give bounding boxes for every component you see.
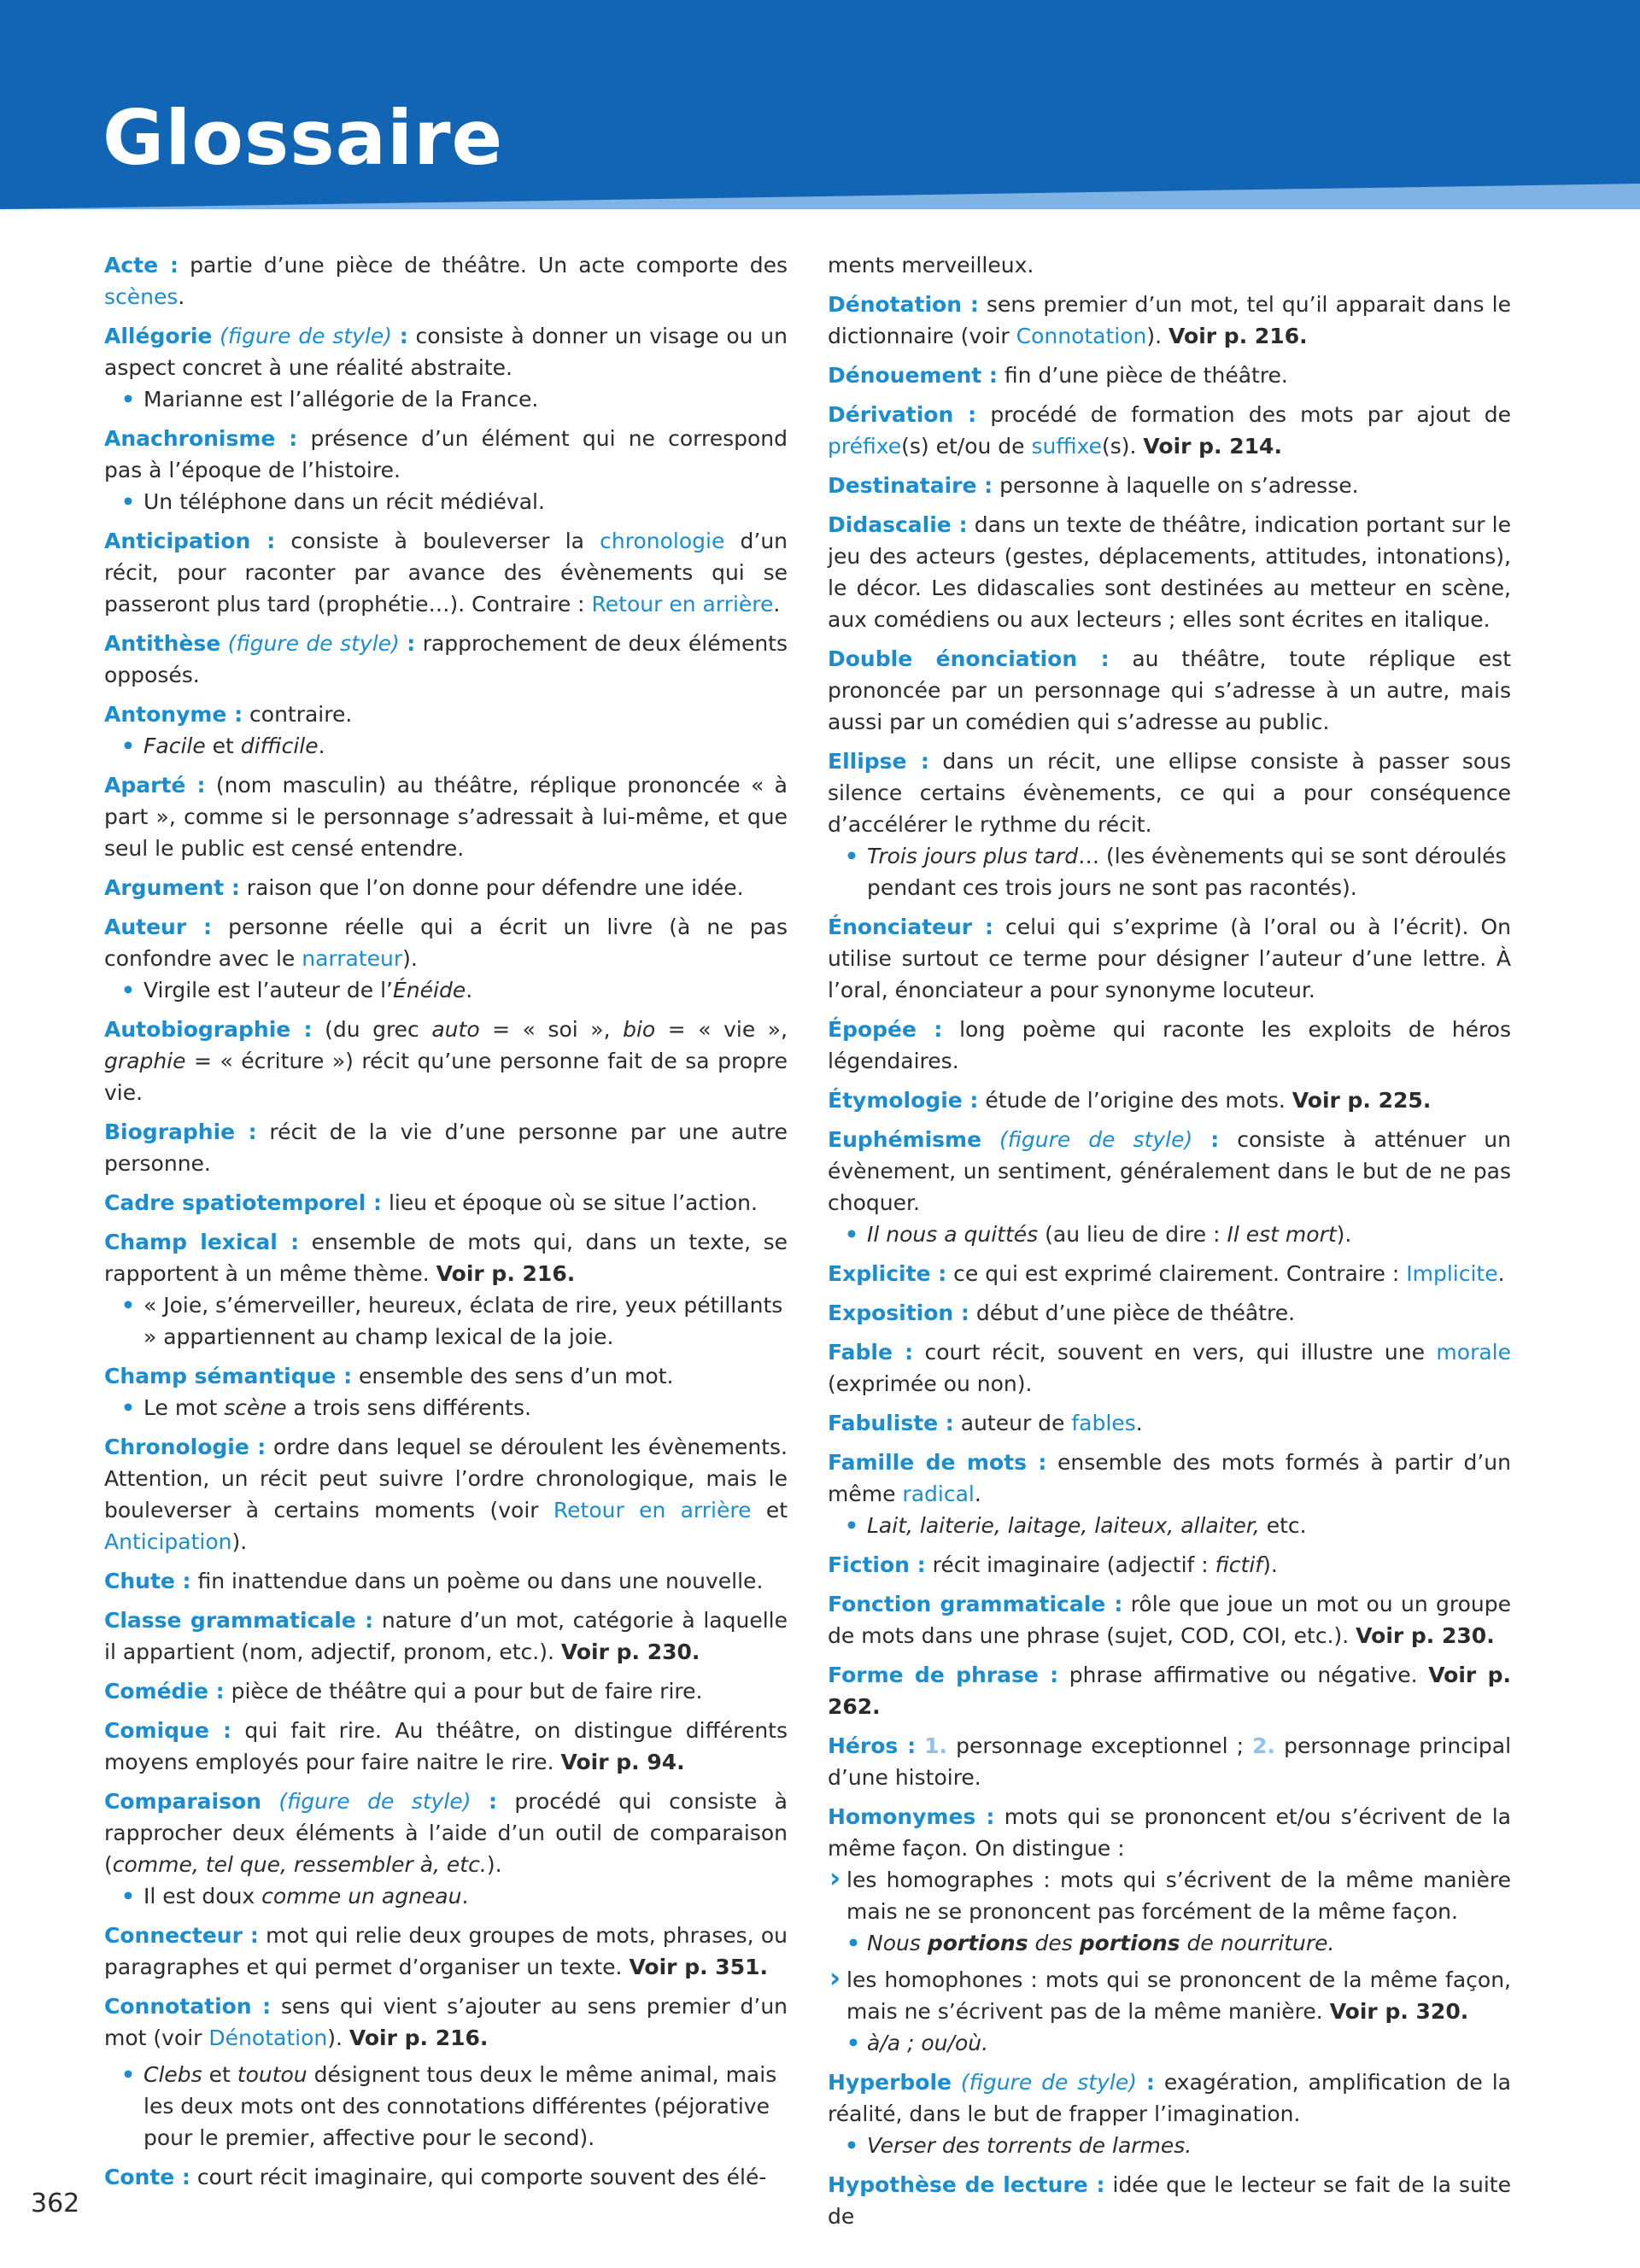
cross-reference-link[interactable]: préfixe — [828, 434, 902, 459]
term-note: (figure de style) — [227, 631, 400, 656]
entry-heros: Héros : 1. personnage exceptionnel ; 2. personnage principal d’une histoire. — [828, 1733, 1512, 1790]
term: Héros : — [828, 1733, 917, 1758]
entry-homonymes: Homonymes : mots qui se prononcent et/ou s’écrivent de la même façon. On distingue : › les homographes : mots qui s’écrivent de la même manière mais ne se prononcent pas forcément de la même façon. • Nous portions des portions de nourriture. › les homophones : mots qui se prononcent de la même façon, mais ne s’écrivent pas de la même manière. Voir p. 320. • à/a ; ou/où. — [828, 1801, 1511, 2059]
glossary-column-right — [828, 249, 1511, 2240]
term: Conte : — [104, 2165, 190, 2189]
page-reference: Voir p. 216. — [348, 2025, 489, 2050]
term: Didascalie : — [828, 512, 968, 537]
example: • Un téléphone dans un récit médiéval. — [104, 486, 788, 517]
entry-famille-de-mots: Famille de mots : ensemble des mots formés à partir d’un même radical. • Lait, laiterie, laitage, laiteux, allaiter, etc. — [828, 1447, 1511, 1541]
term: Dénouement : — [828, 363, 998, 388]
entry-anticipation: Anticipation : consiste à bouleverser la chronologie d’un récit, pour raconter par avance des évènements qui se passeront plus tard (prophétie…). Contraire : Retour en arrière. — [104, 529, 788, 617]
term: Champ lexical : — [104, 1230, 300, 1254]
cross-reference-link[interactable]: Dénotation — [208, 2025, 328, 2050]
example: • Lait, laiterie, laitage, laiteux, allaiter, etc. — [828, 1510, 1511, 1541]
page-header — [0, 0, 1640, 209]
entry-exposition: Exposition : début d’une pièce de théâtre. — [828, 1301, 1296, 1325]
cross-reference-link[interactable]: suffixe — [1031, 434, 1102, 459]
entry-double-enonciation: Double énonciation : au théâtre, toute réplique est prononcée par un personnage qui s’adresse à un autre, mais aussi par un comédien qui s’adresse au public. — [828, 646, 1512, 734]
term: Homonymes : — [828, 1804, 995, 1829]
example: • à/a ; ou/où. — [828, 2027, 1511, 2059]
entry-euphemisme: Euphémisme (figure de style) : consiste à atténuer un évènement, un sentiment, généralement dans le but de ne pas choquer. • Il nous a quittés (au lieu de dire : Il est mort). — [828, 1124, 1511, 1250]
example: • Facile et difficile. — [104, 730, 788, 762]
term: Fabuliste : — [828, 1411, 954, 1435]
entry-autobiographie: Autobiographie : (du grec auto = « soi », bio = « vie », graphie = « écriture ») récit qu’une personne fait de sa propre vie. — [104, 1017, 788, 1105]
term: Acte : — [104, 253, 179, 278]
term: Épopée : — [828, 1017, 943, 1042]
entry-derivation: Dérivation : procédé de formation des mots par ajout de préfixe(s) et/ou de suffixe(s). Voir p. 214. — [828, 402, 1511, 459]
entry-anachronisme: Anachronisme : présence d’un élément qui ne correspond pas à l’époque de l’histoire. • Un téléphone dans un récit médiéval. — [104, 423, 788, 517]
term-note: (figure de style) — [220, 324, 392, 348]
term: Antithèse — [104, 631, 221, 656]
page-number: 362 — [31, 2189, 80, 2218]
entry-forme-de-phrase: Forme de phrase : phrase affirmative ou négative. Voir p. 262. — [828, 1663, 1511, 1719]
cross-reference-link[interactable]: Retour en arrière — [591, 592, 774, 617]
cross-reference-link[interactable]: Retour en arrière — [553, 1498, 752, 1523]
entry-conte-continued: ments merveilleux. — [828, 253, 1034, 278]
term: Anachronisme : — [104, 426, 298, 451]
example: • Nous portions des portions de nourriture. — [828, 1927, 1511, 1959]
entry-argument: Argument : raison que l’on donne pour défendre une idée. — [104, 875, 744, 900]
term: Exposition : — [828, 1301, 969, 1325]
cross-reference-link[interactable]: radical — [902, 1482, 975, 1506]
term: Comédie : — [104, 1679, 225, 1704]
example: • Il nous a quittés (au lieu de dire : Il est mort). — [828, 1219, 1511, 1250]
entry-biographie: Biographie : récit de la vie d’une personne par une autre personne. — [104, 1119, 788, 1176]
entry-ellipse: Ellipse : dans un récit, une ellipse consiste à passer sous silence certains évènements, ce qui a pour conséquence d’accélérer le rythme du récit. • Trois jours plus tard… (les évènements qui se sont déroulés pendant ces trois jours ne sont pas racontés). — [828, 745, 1511, 903]
term: Comparaison — [104, 1789, 261, 1814]
page-reference: Voir p. 216. — [436, 1261, 576, 1286]
entry-epopee: Épopée : long poème qui raconte les exploits de héros légendaires. — [828, 1017, 1511, 1073]
term: Biographie : — [104, 1119, 257, 1144]
term: Euphémisme — [828, 1127, 982, 1152]
term: Antonyme : — [104, 702, 243, 727]
term: Champ sémantique : — [104, 1364, 353, 1388]
term: Classe grammaticale : — [104, 1608, 374, 1633]
page-reference: Voir p. 262. — [828, 1663, 1511, 1719]
term: Anticipation : — [104, 529, 276, 553]
sub-definition-homographes: › les homographes : mots qui s’écrivent de la même manière mais ne se prononcent pas forcément de la même façon. — [828, 1864, 1511, 1927]
term: Connecteur : — [104, 1923, 259, 1948]
entry-connotation: Connotation : sens qui vient s’ajouter au sens premier d’un mot (voir Dénotation). Voir p. 216. • Clebs et toutou désignent tous deux le même animal, mais les deux mots ont des connotations différentes (péjorative pour le premier, affective pour le second). — [104, 1990, 788, 2154]
page-reference: Voir p. 320. — [1329, 1999, 1469, 2024]
entry-comedie: Comédie : pièce de théâtre qui a pour but de faire rire. — [104, 1679, 703, 1704]
term: Dérivation : — [828, 402, 977, 427]
page-reference: Voir p. 230. — [560, 1640, 700, 1664]
entry-fable: Fable : court récit, souvent en vers, qui illustre une morale (exprimée ou non). — [828, 1340, 1511, 1396]
cross-reference-link[interactable]: Anticipation — [104, 1529, 232, 1554]
sub-definition-homophones: › les homophones : mots qui se prononcent de la même façon, mais ne s’écrivent pas de la même manière. Voir p. 320. — [828, 1964, 1511, 2027]
term: Autobiographie : — [104, 1017, 313, 1042]
term: Ellipse : — [828, 749, 929, 774]
cross-reference-link[interactable]: Connotation — [1016, 324, 1147, 348]
page-reference: Voir p. 216. — [1168, 324, 1308, 348]
term: Argument : — [104, 875, 240, 900]
page-reference: Voir p. 351. — [629, 1955, 768, 1979]
example: • Il est doux comme un agneau. — [104, 1880, 788, 1912]
example: • Le mot scène a trois sens différents. — [104, 1392, 788, 1423]
entry-denotation: Dénotation : sens premier d’un mot, tel qu’il apparait dans le dictionnaire (voir Connotation). Voir p. 216. — [828, 292, 1511, 348]
entry-chronologie: Chronologie : ordre dans lequel se déroulent les évènements. Attention, un récit peut suivre l’ordre chronologique, mais le bouleverser à certains moments (voir Retour en arrière et Anticipation). — [104, 1435, 788, 1554]
page-reference: Voir p. 230. — [1356, 1623, 1495, 1648]
term: Connotation : — [104, 1994, 272, 2019]
page-title: Glossaire — [102, 94, 504, 182]
term: Forme de phrase : — [828, 1663, 1059, 1687]
entry-antithese: Antithèse (figure de style) : rapprochement de deux éléments opposés. — [104, 631, 788, 687]
entry-explicite: Explicite : ce qui est exprimé clairement. Contraire : Implicite. — [828, 1261, 1505, 1286]
term: Fiction : — [828, 1552, 926, 1577]
sense-number: 2. — [1252, 1733, 1276, 1758]
term: Aparté : — [104, 773, 206, 798]
entry-hyperbole: Hyperbole (figure de style) : exagération, amplification de la réalité, dans le but de frapper l’imagination. • Verser des torrents de larmes. — [828, 2066, 1511, 2161]
term: Comique : — [104, 1718, 231, 1743]
term: Auteur : — [104, 915, 213, 939]
entry-cadre-spatiotemporel: Cadre spatiotemporel : lieu et époque où se situe l’action. — [104, 1190, 758, 1215]
sense-number: 1. — [924, 1733, 948, 1758]
term: Fonction grammaticale : — [828, 1592, 1123, 1616]
example: • Clebs et toutou désignent tous deux le même animal, mais les deux mots ont des connotations différentes (péjorative pour le premier, affective pour le second). — [104, 2059, 788, 2154]
cross-reference-link[interactable]: scènes — [104, 284, 179, 309]
entry-aparte: Aparté : (nom masculin) au théâtre, réplique prononcée « à part », comme si le personnage s’adressait à lui-même, et que seul le public est censé entendre. — [104, 773, 788, 861]
page-reference: Voir p. 94. — [560, 1750, 685, 1774]
term: Fable : — [828, 1340, 914, 1365]
example: • Verser des torrents de larmes. — [828, 2130, 1511, 2161]
entry-destinataire: Destinataire : personne à laquelle on s’adresse. — [828, 473, 1359, 498]
entry-connecteur: Connecteur : mot qui relie deux groupes de mots, phrases, ou paragraphes et qui permet d’organiser un texte. Voir p. 351. — [104, 1923, 788, 1979]
entry-fiction: Fiction : récit imaginaire (adjectif : fictif). — [828, 1552, 1278, 1577]
cross-reference-link[interactable]: narrateur — [302, 946, 403, 971]
example: • « Joie, s’émerveiller, heureux, éclata de rire, yeux pétillants » appartiennent au champ lexical de la joie. — [104, 1289, 788, 1353]
term: Chute : — [104, 1569, 191, 1593]
term: Allégorie — [104, 324, 213, 348]
entry-acte: Acte : partie d’une pièce de théâtre. Un acte comporte des scènes. — [104, 253, 788, 309]
term: Explicite : — [828, 1261, 947, 1286]
cross-reference-link[interactable]: morale — [1436, 1340, 1511, 1365]
term-note: (figure de style) — [999, 1127, 1193, 1152]
example: • Marianne est l’allégorie de la France. — [104, 383, 788, 415]
page-reference: Voir p. 225. — [1292, 1088, 1432, 1113]
entry-champ-lexical: Champ lexical : ensemble de mots qui, dans un texte, se rapportent à un même thème. Voir p. 216. • « Joie, s’émerveiller, heureux, éclata de rire, yeux pétillants » appartiennent au champ lexical de la joie. — [104, 1226, 788, 1353]
cross-reference-link[interactable]: fables — [1071, 1411, 1136, 1435]
term: Cadre spatiotemporel : — [104, 1190, 383, 1215]
entry-comparaison: Comparaison (figure de style) : procédé qui consiste à rapprocher deux éléments à l’aide d’un outil de comparaison (comme, tel que, ressembler à, etc.). • Il est doux comme un agneau. — [104, 1786, 788, 1912]
cross-reference-link[interactable]: Implicite — [1406, 1261, 1498, 1286]
term: Étymologie : — [828, 1088, 979, 1113]
header-accent-band — [0, 184, 1640, 209]
entry-auteur: Auteur : personne réelle qui a écrit un livre (à ne pas confondre avec le narrateur). • Virgile est l’auteur de l’Énéide. — [104, 911, 788, 1006]
page-reference: Voir p. 214. — [1143, 434, 1282, 459]
entry-conte: Conte : court récit imaginaire, qui comporte souvent des élé- — [104, 2165, 767, 2189]
term-note: (figure de style) — [960, 2070, 1137, 2095]
entry-fabuliste: Fabuliste : auteur de fables. — [828, 1411, 1143, 1435]
term: Double énonciation : — [828, 646, 1110, 671]
cross-reference-link[interactable]: chronologie — [600, 529, 725, 553]
entry-comique: Comique : qui fait rire. Au théâtre, on distingue différents moyens employés pour faire naitre le rire. Voir p. 94. — [104, 1718, 788, 1774]
term: Énonciateur : — [828, 915, 993, 939]
example: • Virgile est l’auteur de l’Énéide. — [104, 974, 788, 1006]
entry-antonyme: Antonyme : contraire. • Facile et difficile. — [104, 699, 788, 762]
term: Hypothèse de lecture : — [828, 2172, 1105, 2197]
term: Dénotation : — [828, 292, 979, 317]
entry-fonction-grammaticale: Fonction grammaticale : rôle que joue un mot ou un groupe de mots dans une phrase (sujet, COD, COI, etc.). Voir p. 230. — [828, 1592, 1511, 1648]
entry-allegorie: Allégorie (figure de style) : consiste à donner un visage ou un aspect concret à une réalité abstraite. • Marianne est l’allégorie de la France. — [104, 320, 788, 415]
entry-champ-semantique: Champ sémantique : ensemble des sens d’un mot. • Le mot scène a trois sens différents. — [104, 1360, 788, 1423]
entry-hypothese-de-lecture: Hypothèse de lecture : idée que le lecteur se fait de la suite de — [828, 2172, 1511, 2229]
example: • Trois jours plus tard… (les évènements qui se sont déroulés pendant ces trois jours ne sont pas racontés). — [828, 840, 1511, 903]
entry-classe-grammaticale: Classe grammaticale : nature d’un mot, catégorie à laquelle il appartient (nom, adjectif, pronom, etc.). Voir p. 230. — [104, 1608, 788, 1664]
entry-etymologie: Étymologie : étude de l’origine des mots. Voir p. 225. — [828, 1088, 1432, 1113]
glossary-column-left — [104, 249, 788, 2201]
term: Famille de mots : — [828, 1450, 1047, 1475]
entry-chute: Chute : fin inattendue dans un poème ou dans une nouvelle. — [104, 1569, 764, 1593]
term: Destinataire : — [828, 473, 993, 498]
term-note: (figure de style) — [278, 1789, 472, 1814]
entry-didascalie: Didascalie : dans un texte de théâtre, indication portant sur le jeu des acteurs (gestes, déplacements, attitudes, intonations), le décor. Les didascalies sont destinées au metteur en scène, aux comédiens ou aux lecteurs ; elles sont écrites en italique. — [828, 512, 1511, 632]
entry-denouement: Dénouement : fin d’une pièce de théâtre. — [828, 363, 1288, 388]
term: Hyperbole — [828, 2070, 952, 2095]
entry-enonciateur: Énonciateur : celui qui s’exprime (à l’oral ou à l’écrit). On utilise surtout ce terme pour désigner l’auteur d’une lettre. À l’oral, énonciateur a pour synonyme locuteur. — [828, 915, 1511, 1002]
term: Chronologie : — [104, 1435, 266, 1459]
